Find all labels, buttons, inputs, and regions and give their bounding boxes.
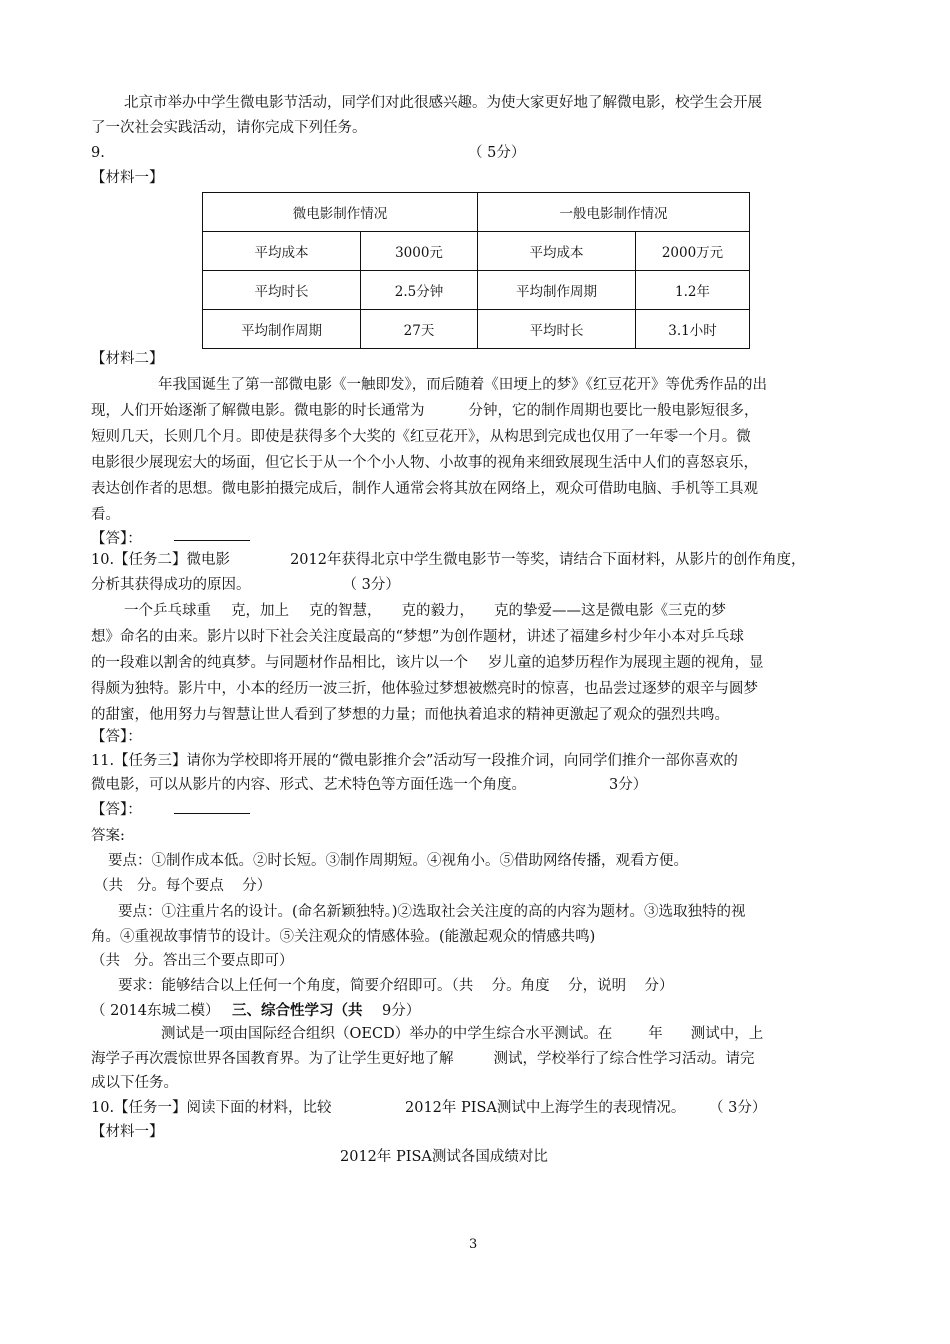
table-cell: 2.5分钟 bbox=[361, 271, 478, 310]
question-10b-score: （ 3分） bbox=[709, 1100, 767, 1116]
question-11-line-1: 11.【任务三】请你为学校即将开展的“微电影推介会”活动写一段推介词，向同学们推介一部你喜欢的 bbox=[91, 753, 738, 769]
table-cell: 平均成本 bbox=[478, 232, 636, 271]
question-9-score: （ 5分） bbox=[468, 145, 526, 161]
material-2-line-6: 看。 bbox=[91, 507, 120, 523]
answer-1-score: （共 分。每个要点 分） bbox=[94, 878, 272, 894]
question-10b-line: 10.【任务一】阅读下面的材料，比较 bbox=[91, 1100, 332, 1116]
table-row bbox=[203, 310, 750, 349]
intro-line-2: 了一次社会实践活动，请你完成下列任务。 bbox=[91, 120, 367, 136]
pisa-line-3: 成以下任务。 bbox=[91, 1075, 178, 1091]
question-10b-year: 2012年 PISA测试中上海学生的表现情况。 bbox=[405, 1100, 686, 1116]
material-2-line-1: 年我国诞生了第一部微电影《一触即发》，而后随着《田埂上的梦》《红豆花开》等优秀作品的出 bbox=[158, 377, 767, 393]
table-row bbox=[203, 271, 750, 310]
table-cell: 27天 bbox=[361, 310, 478, 349]
material-2-label: 【材料二】 bbox=[91, 351, 164, 367]
table-cell: 平均时长 bbox=[203, 271, 361, 310]
table-row bbox=[203, 232, 750, 271]
question-10-line-2: 分析其获得成功的原因。 （ 3分） bbox=[91, 577, 400, 593]
table-header-micro: 微电影制作情况 bbox=[203, 193, 478, 232]
answer-title: 答案: bbox=[91, 828, 125, 844]
table-cell: 平均制作周期 bbox=[478, 271, 636, 310]
question-10-line-1: 10.【任务二】微电影 2012年获得北京中学生微电影节一等奖，请结合下面材料，从影片的创作角度， bbox=[91, 552, 806, 568]
section-source: （ 2014东城二模） bbox=[91, 1003, 220, 1019]
question-11-score: 3分） bbox=[609, 777, 648, 793]
answer-3: 要求：能够结合以上任何一个角度，简要介绍即可。（共 分。角度 分，说明 分） bbox=[118, 978, 674, 994]
answer-2-score: （共 分。答出三个要点即可） bbox=[91, 953, 294, 969]
table-cell: 1.2年 bbox=[636, 271, 750, 310]
answer-label-1: 【答】： bbox=[91, 531, 142, 547]
sanke-line-4: 得颇为独特。影片中，小本的经历一波三折，他体验过梦想被燃亮时的惊喜，也品尝过逐梦的艰辛与圆梦 bbox=[91, 681, 758, 697]
answer-1: 要点：①制作成本低。②时长短。③制作周期短。④视角小。⑤借助网络传播，观看方便。 bbox=[108, 853, 688, 869]
intro-line-1: 北京市举办中学生微电影节活动，同学们对此很感兴趣。为使大家更好地了解微电影，校学生会开展 bbox=[124, 95, 762, 111]
table-header-row bbox=[203, 193, 750, 232]
table-cell: 平均成本 bbox=[203, 232, 361, 271]
table-header-general: 一般电影制作情况 bbox=[478, 193, 750, 232]
pisa-line-2: 海学子再次震惊世界各国教育界。为了让学生更好地了解 测试，学校举行了综合性学习活动。请完 bbox=[91, 1051, 755, 1067]
table-cell: 平均时长 bbox=[478, 310, 636, 349]
pisa-line-1: 测试是一项由国际经合组织（OECD）举办的中学生综合水平测试。在 年 测试中，上 bbox=[161, 1026, 764, 1042]
sanke-line-3: 的一段难以割舍的纯真梦。与同题材作品相比，该片以一个 岁儿童的追梦历程作为展现主题的视角，显 bbox=[91, 655, 764, 671]
table-cell: 3.1小时 bbox=[636, 310, 750, 349]
material-2-line-4: 电影很少展现宏大的场面，但它长于从一个个小人物、小故事的视角来细致展现生活中人们的喜怒哀乐， bbox=[91, 455, 758, 471]
material-2-line-5: 表达创作者的思想。微电影拍摄完成后，制作人通常会将其放在网络上，观众可借助电脑、手机等工具观 bbox=[91, 481, 758, 497]
material-2-line-3: 短则几天，长则几个月。即使是获得多个大奖的《红豆花开》，从构思到完成也仅用了一年零一个月。微 bbox=[91, 429, 751, 445]
answer-blank-3[interactable] bbox=[174, 813, 250, 814]
table-cell: 2000万元 bbox=[636, 232, 750, 271]
pisa-chart-title: 2012年 PISA测试各国成绩对比 bbox=[340, 1149, 548, 1165]
table-cell: 平均制作周期 bbox=[203, 310, 361, 349]
answer-label-2: 【答】： bbox=[91, 729, 142, 745]
production-comparison-table bbox=[202, 192, 750, 349]
answer-blank-1[interactable] bbox=[174, 540, 250, 541]
material-1-label: 【材料一】 bbox=[91, 170, 164, 186]
table-cell: 3000元 bbox=[361, 232, 478, 271]
sanke-line-2: 想》命名的由来。影片以时下社会关注度最高的“梦想”为创作题材，讲述了福建乡村少年小本对乒乓球 bbox=[91, 629, 744, 645]
sanke-line-5: 的甜蜜，他用努力与智慧让世人看到了梦想的力量；而他执着追求的精神更激起了观众的强烈共鸣。 bbox=[91, 707, 729, 723]
question-9: 9. bbox=[91, 145, 105, 161]
sanke-line-1: 一个乒乓球重 克，加上 克的智慧， 克的毅力， 克的挚爱——这是微电影《三克的梦 bbox=[124, 603, 726, 619]
question-11-line-2: 微电影，可以从影片的内容、形式、艺术特色等方面任选一个角度。 bbox=[91, 777, 526, 793]
answer-2-line-2: 角。④重视故事情节的设计。⑤关注观众的情感体验。(能激起观众的情感共鸣) bbox=[91, 929, 596, 945]
material-3-label: 【材料一】 bbox=[91, 1124, 164, 1140]
section-score: 9分） bbox=[382, 1003, 421, 1019]
page-number: 3 bbox=[469, 1237, 478, 1252]
answer-2-line-1: 要点：①注重片名的设计。(命名新颖独特。)②选取社会关注度的高的内容为题材。③选取独特的视 bbox=[118, 904, 746, 920]
answer-label-3: 【答】： bbox=[91, 802, 142, 818]
section-title: 三、综合性学习（共 bbox=[232, 1002, 363, 1019]
material-2-line-2: 现，人们开始逐渐了解微电影。微电影的时长通常为 分钟，它的制作周期也要比一般电影短很多， bbox=[91, 403, 759, 419]
